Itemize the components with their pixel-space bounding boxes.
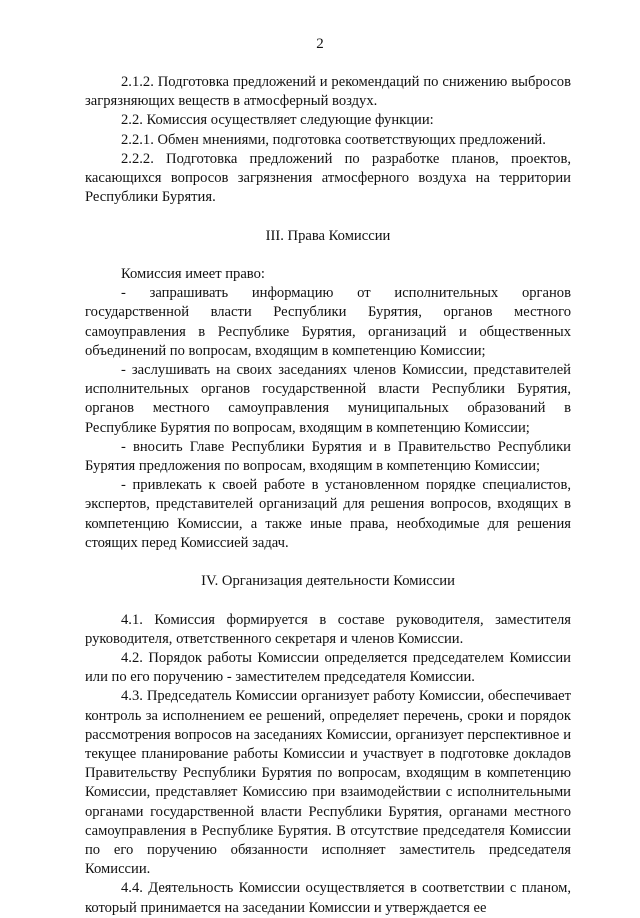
paragraph-4-4: 4.4. Деятельность Комиссии осуществляется в соответствии с планом, который принимается на заседании Комиссии и утверждается ее bbox=[85, 880, 571, 916]
paragraph-4-1: 4.1. Комиссия формируется в составе руководителя, заместителя руководителя, ответственного секретаря и членов Комиссии. bbox=[85, 611, 571, 647]
section-heading-organization: IV. Организация деятельности Комиссии bbox=[201, 573, 455, 590]
spacer bbox=[85, 553, 571, 572]
paragraph-2-2-1: 2.2.1. Обмен мнениями, подготовка соответствующих предложений. bbox=[121, 131, 546, 148]
paragraph-rights-hear: - заслушивать на своих заседаниях членов Комиссии, представителей исполнительных органов государственной власти Республики Бурятия, органов местного самоуправления муниципальных образований в Республике Бурятия по вопросам, входящим в компетенцию Комиссии; bbox=[85, 362, 571, 436]
paragraph-rights-request-info: - запрашивать информацию от исполнительных органов государственной власти Республики Бурятия, органов местного самоуправления в Республике Бурятия, организаций и общественных объединений по вопросам, входящим в компетенцию Комиссии; bbox=[85, 285, 571, 359]
paragraph-2-1-2: 2.1.2. Подготовка предложений и рекомендаций по снижению выбросов загрязняющих веществ в атмосферный воздух. bbox=[85, 74, 571, 110]
spacer bbox=[85, 246, 571, 265]
document-body bbox=[85, 73, 571, 918]
page-number: 2 bbox=[316, 36, 324, 52]
paragraph-4-3: 4.3. Председатель Комиссии организует работу Комиссии, обеспечивает контроль за исполнением ее решений, определяет перечень, сроки и порядок рассмотрения вопросов на заседаниях Комиссии, организует перспективное и текущее планирование работы Комиссии и участвует в подготовке докладов Правительству Республики Бурятия по вопросам, входящим в компетенцию Комиссии, представляет Комиссию при взаимодействии с исполнительными органами государственной власти Республики Бурятия, органами местного самоуправления в Республике Бурятия. В отсутствие председателя Комиссии по его поручению обязанности исполняет заместитель председателя Комиссии. bbox=[85, 688, 571, 878]
paragraph-2-2: 2.2. Комиссия осуществляет следующие функции: bbox=[121, 112, 434, 129]
section-heading-rights: III. Права Комиссии bbox=[265, 227, 391, 244]
paragraph-2-2-2: 2.2.2. Подготовка предложений по разработке планов, проектов, касающихся вопросов загрязнения атмосферного воздуха на территории Республики Бурятия. bbox=[85, 150, 571, 206]
paragraph-4-2: 4.2. Порядок работы Комиссии определяется председателем Комиссии или по его поручению - заместителем председателя Комиссии. bbox=[85, 650, 571, 686]
paragraph-rights-propose: - вносить Главе Республики Бурятия и в Правительство Республики Бурятия предложения по вопросам, входящим в компетенцию Комиссии; bbox=[85, 438, 571, 475]
paragraph-rights-involve: - привлекать к своей работе в установленном порядке специалистов, экспертов, представителей организаций для решения вопросов, входящих в компетенцию Комиссии, а также иные права, необходимые для решения стоящих перед Комиссией задач. bbox=[85, 477, 571, 551]
spacer bbox=[85, 207, 571, 226]
spacer bbox=[85, 591, 571, 610]
paragraph-rights-intro: Комиссия имеет право: bbox=[121, 266, 265, 282]
